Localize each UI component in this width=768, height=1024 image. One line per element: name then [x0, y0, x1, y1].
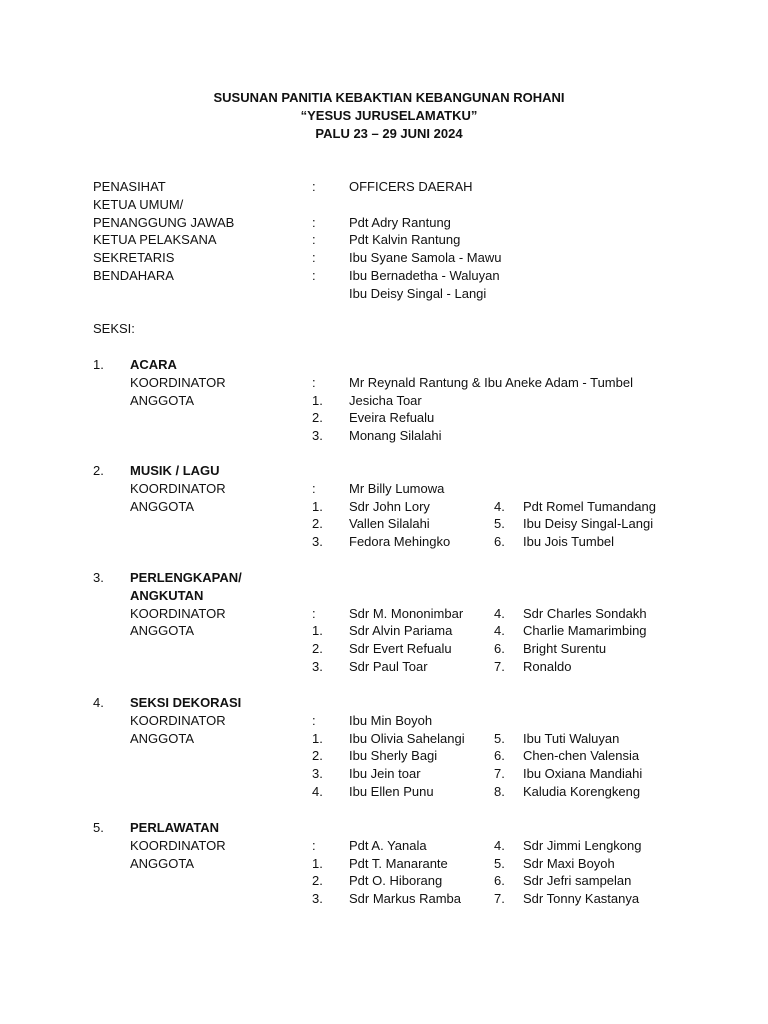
member-name: Pdt O. Hiborang [349, 873, 443, 888]
member-number: 1. [312, 856, 323, 871]
official-role-label: KETUA UMUM/ [93, 197, 184, 212]
member-name: Pdt Romel Tumandang [523, 499, 656, 514]
member-number: 2. [312, 410, 323, 425]
member-number: 6. [494, 748, 505, 763]
member-name: Ibu Jein toar [349, 766, 421, 781]
member-number: 4. [494, 838, 505, 853]
member-name: Eveira Refualu [349, 410, 435, 425]
members-label: ANGGOTA [130, 623, 195, 638]
member-name: Ronaldo [523, 659, 572, 674]
coordinator-label: KOORDINATOR [130, 838, 226, 853]
member-number: 4. [494, 606, 505, 621]
member-name: Ibu Tuti Waluyan [523, 731, 620, 746]
member-number: 1. [312, 393, 323, 408]
member-number: 6. [494, 641, 505, 656]
official-role-label: PENANGGUNG JAWAB [93, 215, 235, 230]
colon-separator: : [312, 838, 316, 853]
coordinator-label: KOORDINATOR [130, 713, 226, 728]
member-name: Ibu Jois Tumbel [523, 534, 615, 549]
section-number: 3. [93, 570, 104, 585]
member-name: Ibu Sherly Bagi [349, 748, 438, 763]
member-number: 3. [312, 659, 323, 674]
section-title: PERLENGKAPAN/ [130, 570, 242, 585]
section-title: PERLAWATAN [130, 820, 220, 835]
member-number: 2. [312, 641, 323, 656]
section-title: ACARA [130, 357, 177, 372]
member-number: 1. [312, 623, 323, 638]
official-role-label: KETUA PELAKSANA [93, 232, 217, 247]
document-date-place: PALU 23 – 29 JUNI 2024 [315, 126, 463, 141]
member-number: 3. [312, 766, 323, 781]
member-name: Ibu Olivia Sahelangi [349, 731, 465, 746]
member-number: 1. [312, 499, 323, 514]
member-number: 4. [312, 784, 323, 799]
official-name: Pdt Adry Rantung [349, 215, 451, 230]
member-number: 2. [312, 516, 323, 531]
document-title: SUSUNAN PANITIA KEBAKTIAN KEBANGUNAN ROHANI [213, 90, 565, 105]
member-number: 1. [312, 731, 323, 746]
member-number: 5. [494, 731, 505, 746]
coordinator-name: Sdr M. Mononimbar [349, 606, 464, 621]
member-name: Pdt T. Manarante [349, 856, 448, 871]
official-name: Pdt Kalvin Rantung [349, 232, 461, 247]
member-name: Sdr Evert Refualu [349, 641, 452, 656]
member-name: Sdr Jimmi Lengkong [523, 838, 642, 853]
section-number: 2. [93, 463, 104, 478]
member-name: Chen-chen Valensia [523, 748, 640, 763]
colon-separator: : [312, 232, 316, 247]
member-number: 7. [494, 659, 505, 674]
coordinator-label: KOORDINATOR [130, 481, 226, 496]
official-name: OFFICERS DAERAH [349, 179, 473, 194]
colon-separator: : [312, 375, 316, 390]
section-number: 4. [93, 695, 104, 710]
member-name: Sdr Paul Toar [349, 659, 428, 674]
member-name: Sdr Alvin Pariama [349, 623, 453, 638]
member-number: 3. [312, 534, 323, 549]
member-number: 3. [312, 891, 323, 906]
colon-separator: : [312, 179, 316, 194]
official-role-label: BENDAHARA [93, 268, 174, 283]
member-number: 4. [494, 623, 505, 638]
members-label: ANGGOTA [130, 856, 195, 871]
member-name: Sdr Tonny Kastanya [523, 891, 640, 906]
colon-separator: : [312, 268, 316, 283]
members-label: ANGGOTA [130, 499, 195, 514]
member-name: Vallen Silalahi [349, 516, 430, 531]
section-title: ANGKUTAN [130, 588, 204, 603]
member-number: 7. [494, 766, 505, 781]
member-name: Sdr Jefri sampelan [523, 873, 632, 888]
official-role-label: SEKRETARIS [93, 250, 175, 265]
member-name: Ibu Oxiana Mandiahi [523, 766, 643, 781]
official-name: Ibu Syane Samola - Mawu [349, 250, 502, 265]
member-name: Ibu Deisy Singal-Langi [523, 516, 654, 531]
member-number: 5. [494, 856, 505, 871]
member-number: 5. [494, 516, 505, 531]
coordinator-name: Mr Billy Lumowa [349, 481, 445, 496]
member-name: Monang Silalahi [349, 428, 442, 443]
section-number: 1. [93, 357, 104, 372]
section-title: MUSIK / LAGU [130, 463, 220, 478]
document-theme: “YESUS JURUSELAMATKU” [300, 108, 478, 123]
official-role-label: PENASIHAT [93, 179, 166, 194]
coordinator-name: Ibu Min Boyoh [349, 713, 433, 728]
colon-separator: : [312, 606, 316, 621]
coordinator-label: KOORDINATOR [130, 375, 226, 390]
member-name: Bright Surentu [523, 641, 607, 656]
member-number: 3. [312, 428, 323, 443]
member-name: Charlie Mamarimbing [523, 623, 647, 638]
colon-separator: : [312, 250, 316, 265]
member-number: 6. [494, 534, 505, 549]
member-number: 2. [312, 748, 323, 763]
member-number: 8. [494, 784, 505, 799]
colon-separator: : [312, 713, 316, 728]
member-number: 2. [312, 873, 323, 888]
member-name: Sdr John Lory [349, 499, 430, 514]
section-number: 5. [93, 820, 104, 835]
member-name: Sdr Markus Ramba [349, 891, 461, 906]
member-name: Ibu Ellen Punu [349, 784, 434, 799]
seksi-heading: SEKSI: [93, 321, 135, 336]
member-name: Fedora Mehingko [349, 534, 451, 549]
coordinator-name: Pdt A. Yanala [349, 838, 427, 853]
colon-separator: : [312, 215, 316, 230]
members-label: ANGGOTA [130, 393, 195, 408]
member-name: Sdr Charles Sondakh [523, 606, 647, 621]
member-name: Sdr Maxi Boyoh [523, 856, 615, 871]
member-number: 4. [494, 499, 505, 514]
official-name: Ibu Bernadetha - Waluyan [349, 268, 500, 283]
coordinator-name: Mr Reynald Rantung & Ibu Aneke Adam - Tumbel [349, 375, 633, 390]
colon-separator: : [312, 481, 316, 496]
member-name: Kaludia Korengkeng [523, 784, 641, 799]
member-name: Jesicha Toar [349, 393, 422, 408]
members-label: ANGGOTA [130, 731, 195, 746]
coordinator-label: KOORDINATOR [130, 606, 226, 621]
member-number: 7. [494, 891, 505, 906]
official-name: Ibu Deisy Singal - Langi [349, 286, 487, 301]
member-number: 6. [494, 873, 505, 888]
section-title: SEKSI DEKORASI [130, 695, 242, 710]
